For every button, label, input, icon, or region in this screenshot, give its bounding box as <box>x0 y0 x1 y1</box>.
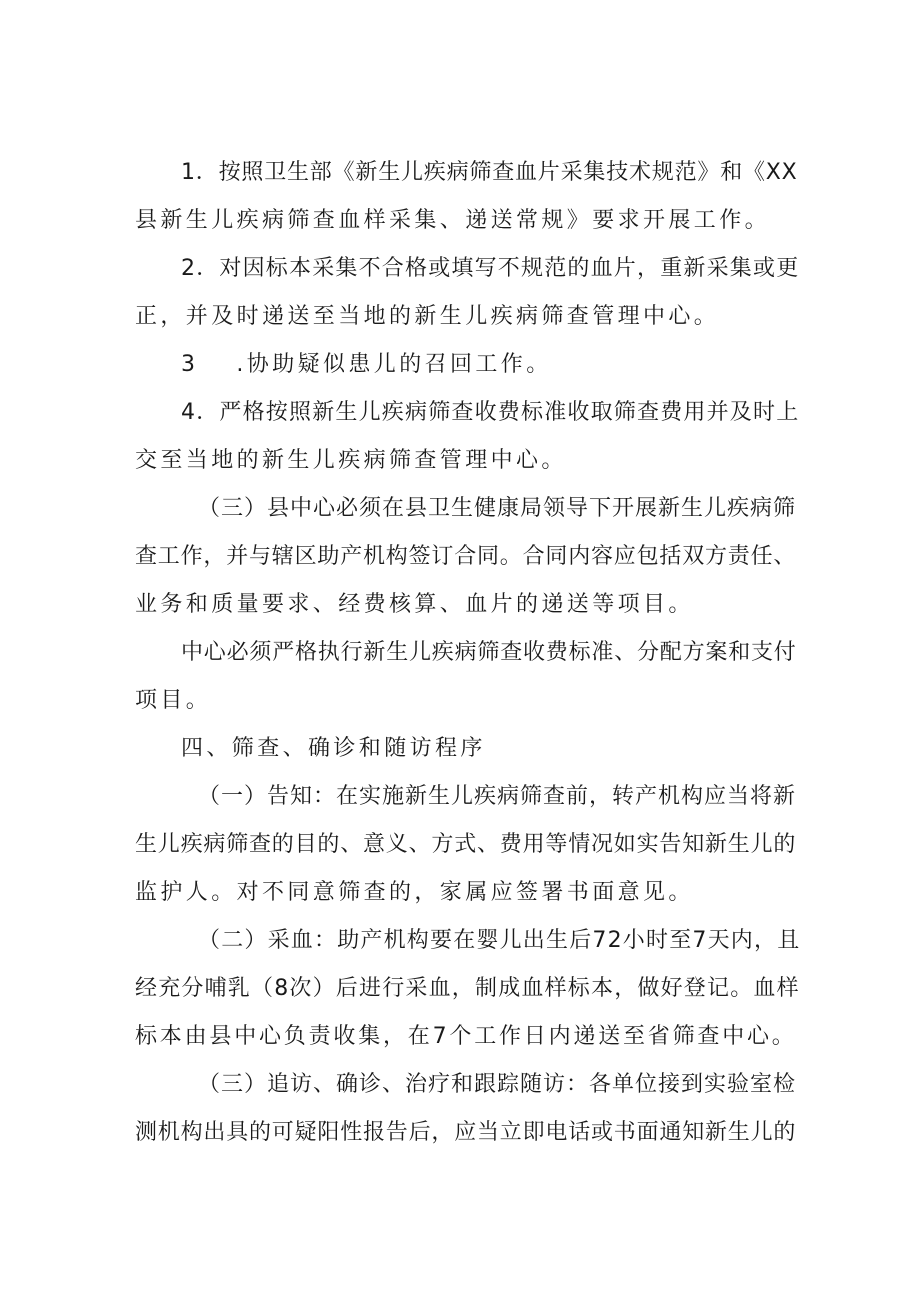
text-line: （三）县中心必须在县卫生健康局领导下开展新生儿疾病筛 <box>198 496 797 521</box>
text-line: 经充分哺乳（8次）后进行采血，制成血样标本，做好登记。血样 <box>135 976 800 1001</box>
text-line: 正，并及时递送至当地的新生儿疾病筛查管理中心。 <box>135 304 720 329</box>
text-line: 4．严格按照新生儿疾病筛查收费标准收取筛查费用并及时上 <box>181 400 800 425</box>
text-line: 县新生儿疾病筛查血样采集、递送常规》要求开展工作。 <box>135 208 771 233</box>
item-text: .协助疑似患儿的召回工作。 <box>236 352 552 377</box>
text-line: 1．按照卫生部《新生儿疾病筛查血片采集技术规范》和《XX <box>181 160 798 185</box>
item-number: 3 <box>181 352 199 377</box>
text-line: 查工作，并与辖区助产机构签订合同。合同内容应包括双方责任、 <box>135 544 797 569</box>
text-line: 生儿疾病筛查的目的、意义、方式、费用等情况如实告知新生儿的 <box>135 832 797 857</box>
text-line: 2．对因标本采集不合格或填写不规范的血片，重新采集或更 <box>181 256 800 281</box>
text-line: 项目。 <box>135 688 212 713</box>
text-line: （二）采血：助产机构要在婴儿出生后72小时至7天内，且 <box>198 928 801 953</box>
text-line-item-3 <box>181 350 552 380</box>
text-line: （三）追访、确诊、治疗和跟踪随访：各单位接到实验室检 <box>198 1072 797 1097</box>
text-line: 标本由县中心负责收集，在7个工作日内递送至省筛查中心。 <box>135 1024 797 1049</box>
section-heading: 四、筛查、确诊和随访程序 <box>181 736 486 761</box>
text-line: 测机构出具的可疑阳性报告后，应当立即电话或书面通知新生儿的 <box>135 1120 797 1145</box>
text-line: 交至当地的新生儿疾病筛查管理中心。 <box>135 448 567 473</box>
text-line: （一）告知：在实施新生儿疾病筛查前，转产机构应当将新 <box>198 784 797 809</box>
text-line: 中心必须严格执行新生儿疾病筛查收费标准、分配方案和支付 <box>181 640 797 665</box>
text-line: 监护人。对不同意筛查的，家属应签署书面意见。 <box>135 880 694 905</box>
text-line: 业务和质量要求、经费核算、血片的递送等项目。 <box>135 592 694 617</box>
